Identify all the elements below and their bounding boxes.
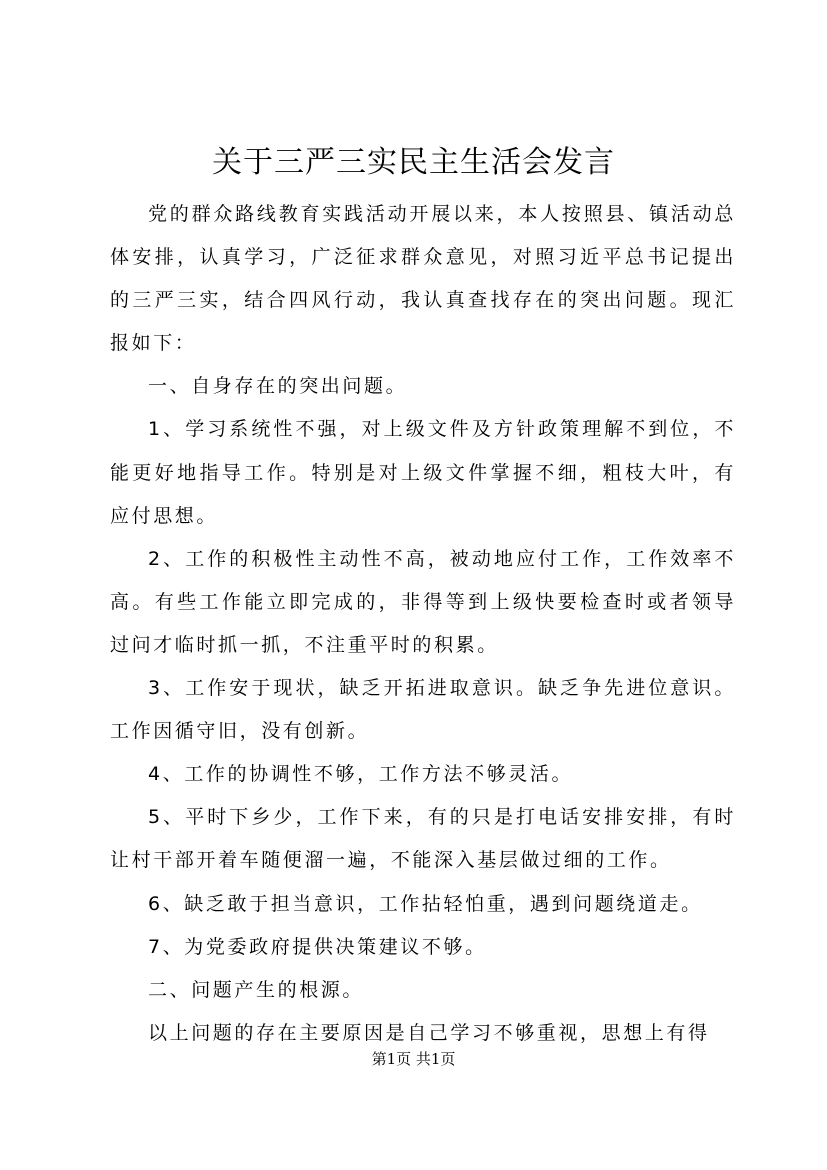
- page-footer: 第1页 共1页: [371, 1050, 456, 1068]
- paragraph: 4、工作的协调性不够，工作方法不够灵活。: [148, 763, 574, 786]
- paragraph: 5、平时下乡少，工作下来，有的只是打电话安排安排，有时让村干部开着车随便溜一遍，不能深入基层做过细的工作。: [110, 806, 736, 872]
- document-title: 关于三严三实民主生活会发言: [212, 145, 615, 180]
- paragraph: 1、学习系统性不强，对上级文件及方针政策理解不到位，不能更好地指导工作。特别是对上级文件掌握不细，粗枝大叶，有应付思想。: [110, 418, 736, 527]
- paragraph: 党的群众路线教育实践活动开展以来，本人按照县、镇活动总体安排，认真学习，广泛征求群众意见，对照习近平总书记提出的三严三实，结合四风行动，我认真查找存在的突出问题。现汇报如下：: [110, 203, 736, 355]
- paragraph: 7、为党委政府提供决策建议不够。: [148, 935, 487, 958]
- document-body: [110, 193, 736, 1055]
- paragraph: 6、缺乏敢于担当意识，工作拈轻怕重，遇到问题绕道走。: [148, 892, 703, 915]
- paragraph: 以上问题的存在主要原因是自己学习不够重视，思想上有得: [148, 1021, 710, 1044]
- paragraph: 2、工作的积极性主动性不高，被动地应付工作，工作效率不高。有些工作能立即完成的，非得等到上级快要检查时或者领导过问才临时抓一抓，不注重平时的积累。: [110, 547, 736, 656]
- paragraph: 3、工作安于现状，缺乏开拓进取意识。缺乏争先进位意识。工作因循守旧，没有创新。: [110, 677, 736, 743]
- paragraph: 一、自身存在的突出问题。: [148, 375, 408, 398]
- paragraph: 二、问题产生的根源。: [148, 978, 365, 1001]
